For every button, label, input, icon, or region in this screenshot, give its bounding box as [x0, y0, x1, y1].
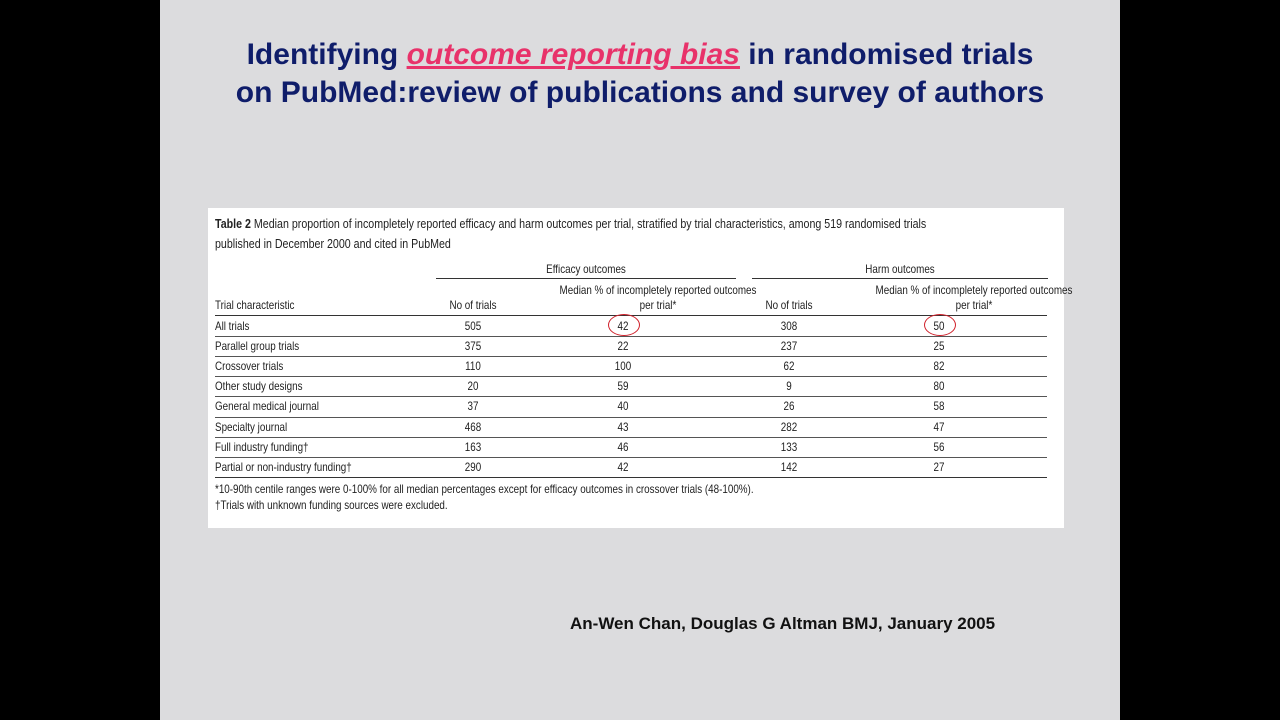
col-median-efficacy-l2: per trial*	[639, 298, 677, 312]
row-divider	[215, 417, 1047, 418]
slide	[160, 0, 1120, 720]
caption-line1: Median proportion of incompletely reported efficacy and harm outcomes per trial, stratified by trial characteristics, among 519 randomised trials	[250, 216, 927, 231]
row-harm-median: 56	[933, 439, 945, 454]
highlight-circle-efficacy	[608, 314, 640, 336]
footnote-1: *10-90th centile ranges were 0-100% for all median percentages except for efficacy outcomes in crossover trials (48-100%).	[215, 482, 754, 496]
row-efficacy-n: 290	[464, 459, 482, 474]
table-caption	[215, 214, 1051, 254]
row-harm-n: 133	[780, 439, 798, 454]
row-harm-n: 282	[780, 419, 798, 434]
row-efficacy-median: 42	[617, 319, 629, 333]
row-efficacy-n: 375	[464, 339, 482, 354]
author-credit: An-Wen Chan, Douglas G Altman BMJ, January 2005	[570, 614, 996, 633]
col-median-harm-l1: Median % of incompletely reported outcomes	[875, 283, 1073, 297]
row-harm-n: 62	[783, 359, 795, 374]
row-harm-n: 26	[783, 399, 795, 414]
row-harm-n: 9	[786, 379, 792, 394]
col-characteristic: Trial characteristic	[215, 298, 295, 312]
row-harm-n: 308	[780, 319, 798, 333]
row-label: Specialty journal	[215, 419, 288, 434]
row-label: Full industry funding†	[215, 439, 309, 454]
row-efficacy-n: 505	[464, 319, 482, 333]
row-divider	[215, 477, 1047, 478]
row-divider	[215, 396, 1047, 397]
col-median-efficacy-l1: Median % of incompletely reported outcomes	[559, 283, 757, 297]
title-emphasis: outcome reporting bias	[406, 38, 740, 71]
title-part2: in randomised trials	[739, 38, 1034, 71]
row-efficacy-n: 110	[465, 359, 481, 374]
row-harm-n: 142	[780, 459, 798, 474]
table-image	[208, 208, 1073, 528]
row-label: Crossover trials	[215, 359, 284, 374]
row-efficacy-median: 40	[617, 399, 629, 414]
row-efficacy-n: 163	[464, 439, 482, 454]
row-harm-median: 82	[933, 359, 945, 374]
slide-title	[160, 36, 1120, 112]
row-harm-median: 58	[933, 399, 945, 414]
row-harm-n: 237	[780, 339, 798, 354]
row-label: Partial or non-industry funding†	[215, 459, 352, 474]
row-harm-median: 80	[933, 379, 945, 394]
row-divider	[215, 457, 1047, 458]
row-harm-median: 25	[933, 339, 945, 354]
title-line2: on PubMed:review of publications and survey of authors	[235, 76, 1045, 109]
row-efficacy-median: 46	[617, 439, 629, 454]
title-part1: Identifying	[246, 38, 407, 71]
row-divider	[215, 437, 1047, 438]
row-harm-median: 27	[933, 459, 945, 474]
row-efficacy-median: 43	[617, 419, 629, 434]
group-harm: Harm outcomes	[865, 262, 935, 276]
row-efficacy-median: 22	[617, 339, 629, 354]
row-divider	[215, 376, 1047, 377]
row-divider	[215, 336, 1047, 337]
row-efficacy-n: 468	[464, 419, 482, 434]
col-median-harm-l2: per trial*	[955, 298, 993, 312]
row-harm-median: 50	[933, 319, 945, 333]
caption-label: Table 2	[215, 216, 251, 231]
col-no-trials-harm: No of trials	[765, 298, 813, 312]
group-harm-rule	[752, 278, 1048, 279]
row-divider	[215, 356, 1047, 357]
row-label: Parallel group trials	[215, 339, 300, 354]
col-no-trials-efficacy: No of trials	[449, 298, 497, 312]
row-label: General medical journal	[215, 399, 319, 414]
row-efficacy-n: 37	[467, 399, 479, 414]
row-efficacy-n: 20	[467, 379, 479, 394]
caption-line2: published in December 2000 and cited in PubMed	[215, 236, 451, 251]
col-median-harm	[826, 283, 1121, 313]
row-label: Other study designs	[215, 379, 303, 394]
row-efficacy-median: 59	[617, 379, 629, 394]
row-efficacy-median: 42	[617, 459, 629, 474]
group-efficacy-rule	[436, 278, 736, 279]
row-label: All trials	[215, 319, 250, 333]
row-efficacy-median: 100	[614, 359, 632, 374]
footnote-2: †Trials with unknown funding sources were excluded.	[215, 498, 448, 512]
group-efficacy: Efficacy outcomes	[546, 262, 626, 276]
row-harm-median: 47	[933, 419, 945, 434]
highlight-circle-harm	[924, 314, 956, 336]
